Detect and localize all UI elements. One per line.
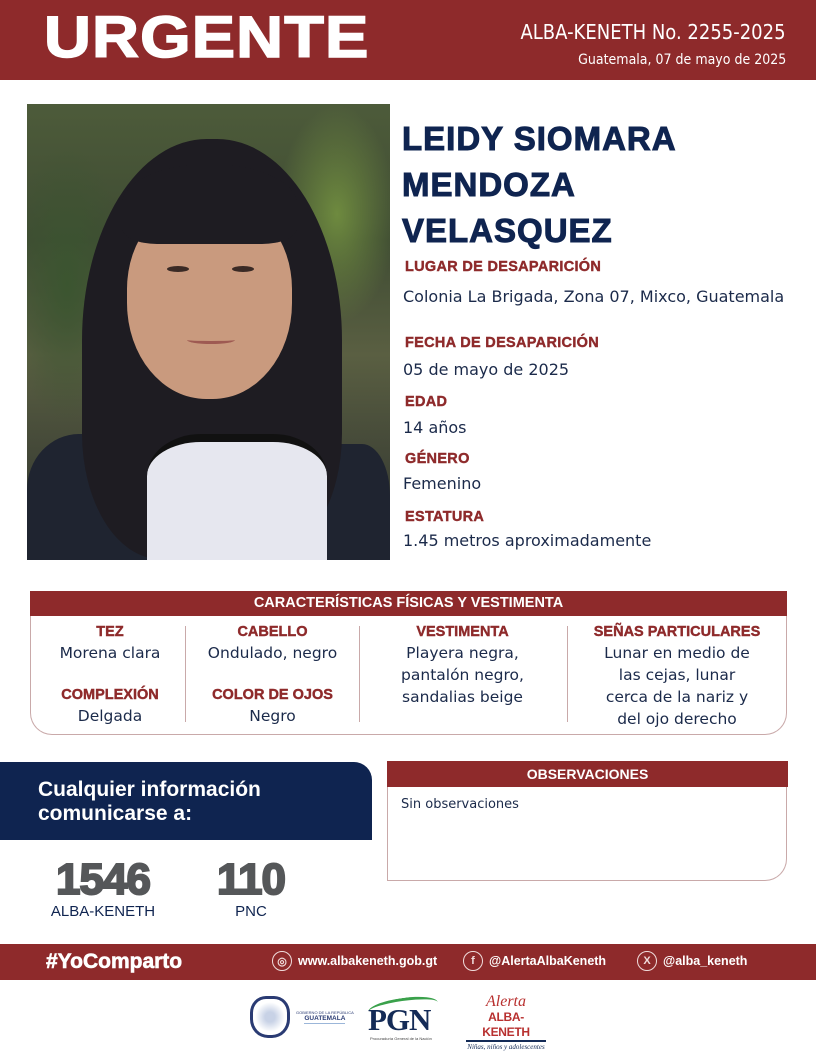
- social-facebook[interactable]: [463, 951, 606, 971]
- value-clothing-line: sandalias beige: [402, 688, 523, 706]
- value-eye-color: Negro: [249, 707, 296, 725]
- facebook-icon: f: [463, 951, 483, 971]
- label-marks: SEÑAS PARTICULARES: [593, 624, 761, 640]
- photo-eye: [232, 266, 254, 272]
- value-height: 1.45 metros aproximadamente: [403, 531, 652, 550]
- value-marks-line: Lunar en medio de: [604, 644, 750, 662]
- name-line-1: LEIDY SIOMARA: [402, 120, 677, 157]
- observations-title: OBSERVACIONES: [387, 761, 788, 787]
- value-date: 05 de mayo de 2025: [403, 360, 570, 379]
- issue-date: Guatemala, 07 de mayo de 2025: [577, 52, 786, 68]
- logos-row: [0, 990, 816, 1050]
- column-divider: [359, 626, 360, 722]
- label-gender: GÉNERO: [405, 451, 470, 467]
- person-name: [402, 116, 802, 254]
- gov-small-text: GOBIERNO DE LA REPÚBLICA: [296, 1010, 354, 1015]
- value-cabello: Ondulado, negro: [207, 644, 338, 662]
- contact-line-2: comunicarse a:: [38, 802, 193, 825]
- social-label: @AlertaAlbaKeneth: [489, 954, 607, 968]
- value-place: Colonia La Brigada, Zona 07, Mixco, Guatemala: [403, 287, 785, 306]
- missing-person-photo: [27, 104, 390, 560]
- label-age: EDAD: [405, 394, 448, 410]
- column-divider: [567, 626, 568, 722]
- urgent-title: URGENTE: [44, 5, 370, 70]
- contact-line-1: Cualquier información: [38, 778, 261, 801]
- phone-pnc[interactable]: [208, 857, 294, 921]
- value-marks-line: las cejas, lunar: [618, 666, 736, 684]
- phone-number: 1546: [56, 855, 150, 904]
- value-gender: Femenino: [403, 474, 482, 493]
- value-age: 14 años: [403, 418, 467, 437]
- social-label: @alba_keneth: [663, 954, 748, 968]
- gov-logo-text: [296, 1010, 354, 1024]
- hashtag: #YoComparto: [46, 950, 183, 973]
- phone-org: PNC: [235, 903, 267, 920]
- x-icon: X: [637, 951, 657, 971]
- observations-text: Sin observaciones: [401, 797, 519, 812]
- label-eye-color: COLOR DE OJOS: [212, 687, 333, 703]
- name-line-2: MENDOZA: [402, 166, 576, 203]
- label-date: FECHA DE DESAPARICIÓN: [405, 335, 600, 351]
- logo-gobierno-guatemala: [250, 996, 354, 1038]
- label-place: LUGAR DE DESAPARICIÓN: [405, 259, 602, 275]
- logo-pgn: [364, 994, 446, 1044]
- pgn-text: PGN: [368, 1002, 431, 1037]
- phone-number: 110: [217, 855, 285, 904]
- ak-name-text: ALBA-KENETH: [466, 1010, 546, 1042]
- phone-org: ALBA-KENETH: [50, 903, 156, 920]
- label-tez: TEZ: [96, 624, 124, 640]
- header-banner: [0, 0, 816, 80]
- gov-big-text: GUATEMALA: [304, 1015, 346, 1022]
- value-complexion: Delgada: [77, 707, 143, 725]
- guatemala-crest-icon: [250, 996, 290, 1038]
- label-clothing: VESTIMENTA: [416, 624, 509, 640]
- ak-alerta-text: Alerta: [486, 993, 526, 1010]
- value-clothing-line: pantalón negro,: [401, 666, 524, 684]
- characteristics-title: CARACTERÍSTICAS FÍSICAS Y VESTIMENTA: [30, 591, 787, 616]
- phone-alba-keneth[interactable]: [42, 857, 164, 921]
- col-senas: [572, 622, 782, 730]
- photo-bangs: [122, 164, 297, 244]
- contact-banner: [0, 762, 372, 840]
- label-cabello: CABELLO: [237, 624, 308, 640]
- value-marks-line: del ojo derecho: [617, 710, 737, 728]
- web-icon: ◎: [272, 951, 292, 971]
- label-height: ESTATURA: [405, 509, 485, 525]
- value-marks-line: cerca de la nariz y: [605, 688, 749, 706]
- col-tez: [40, 622, 180, 727]
- pgn-subtitle: Procuraduría General de la Nación: [370, 1036, 432, 1041]
- col-vestimenta: [365, 622, 560, 708]
- photo-eye: [167, 266, 189, 272]
- footer-bar: [0, 944, 816, 980]
- name-line-3: VELASQUEZ: [402, 212, 613, 249]
- ak-tagline: Niñas, niños y adolescentes: [467, 1043, 545, 1051]
- case-number: ALBA-KENETH No. 2255-2025: [520, 20, 786, 44]
- value-tez: Morena clara: [59, 644, 161, 662]
- col-cabello: [190, 622, 355, 727]
- social-x[interactable]: [637, 951, 747, 971]
- label-complexion: COMPLEXIÓN: [61, 687, 159, 703]
- contact-text: [38, 778, 261, 826]
- photo-shirt: [147, 434, 327, 560]
- column-divider: [185, 626, 186, 722]
- social-website[interactable]: [272, 951, 437, 971]
- value-clothing-line: Playera negra,: [406, 644, 519, 662]
- social-label: www.albakeneth.gob.gt: [298, 954, 438, 968]
- logo-alerta-alba-keneth: [466, 993, 546, 1051]
- photo-mouth: [187, 336, 235, 344]
